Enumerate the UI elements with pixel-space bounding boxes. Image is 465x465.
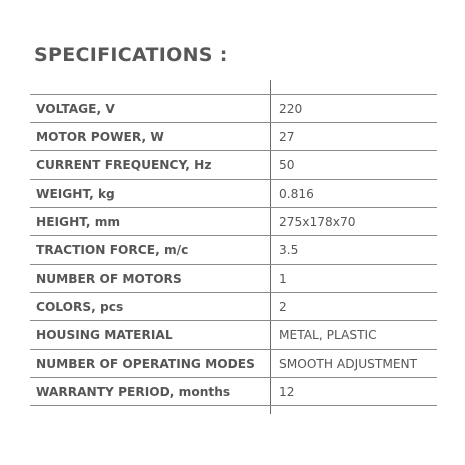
spec-label: VOLTAGE, V [36,102,115,116]
specifications-table [30,80,437,414]
spec-label: MOTOR POWER, W [36,130,164,144]
table-row [30,95,437,123]
table-row [30,151,437,179]
spec-value: 0.816 [279,187,314,201]
table-row [30,180,437,208]
table-row [30,123,437,151]
spec-value: 1 [279,272,287,286]
spec-value: 50 [279,158,295,172]
spec-value: 220 [279,102,303,116]
spec-value: 27 [279,130,295,144]
spec-label: HEIGHT, mm [36,215,121,229]
spec-label: HOUSING MATERIAL [36,328,173,342]
table-row [30,321,437,349]
spec-label: COLORS, pcs [36,300,124,314]
spec-label: NUMBER OF OPERATING MODES [36,357,255,371]
table-row [30,208,437,236]
table-row [30,378,437,406]
spec-label: NUMBER OF MOTORS [36,272,182,286]
spec-value: 2 [279,300,287,314]
spec-value: 12 [279,385,295,399]
table-row [30,265,437,293]
spec-label: CURRENT FREQUENCY, Hz [36,158,212,172]
spec-label: WARRANTY PERIOD, months [36,385,231,399]
table-row [30,236,437,264]
spec-value: 275x178x70 [279,215,356,229]
spec-label: WEIGHT, kg [36,187,115,201]
page-title: SPECIFICATIONS : [34,44,228,66]
spec-value: METAL, PLASTIC [279,328,377,342]
spec-value: SMOOTH ADJUSTMENT [279,357,418,371]
spec-label: TRACTION FORCE, m/c [36,243,189,257]
spec-value: 3.5 [279,243,299,257]
table-row [30,293,437,321]
table-row [30,350,437,378]
